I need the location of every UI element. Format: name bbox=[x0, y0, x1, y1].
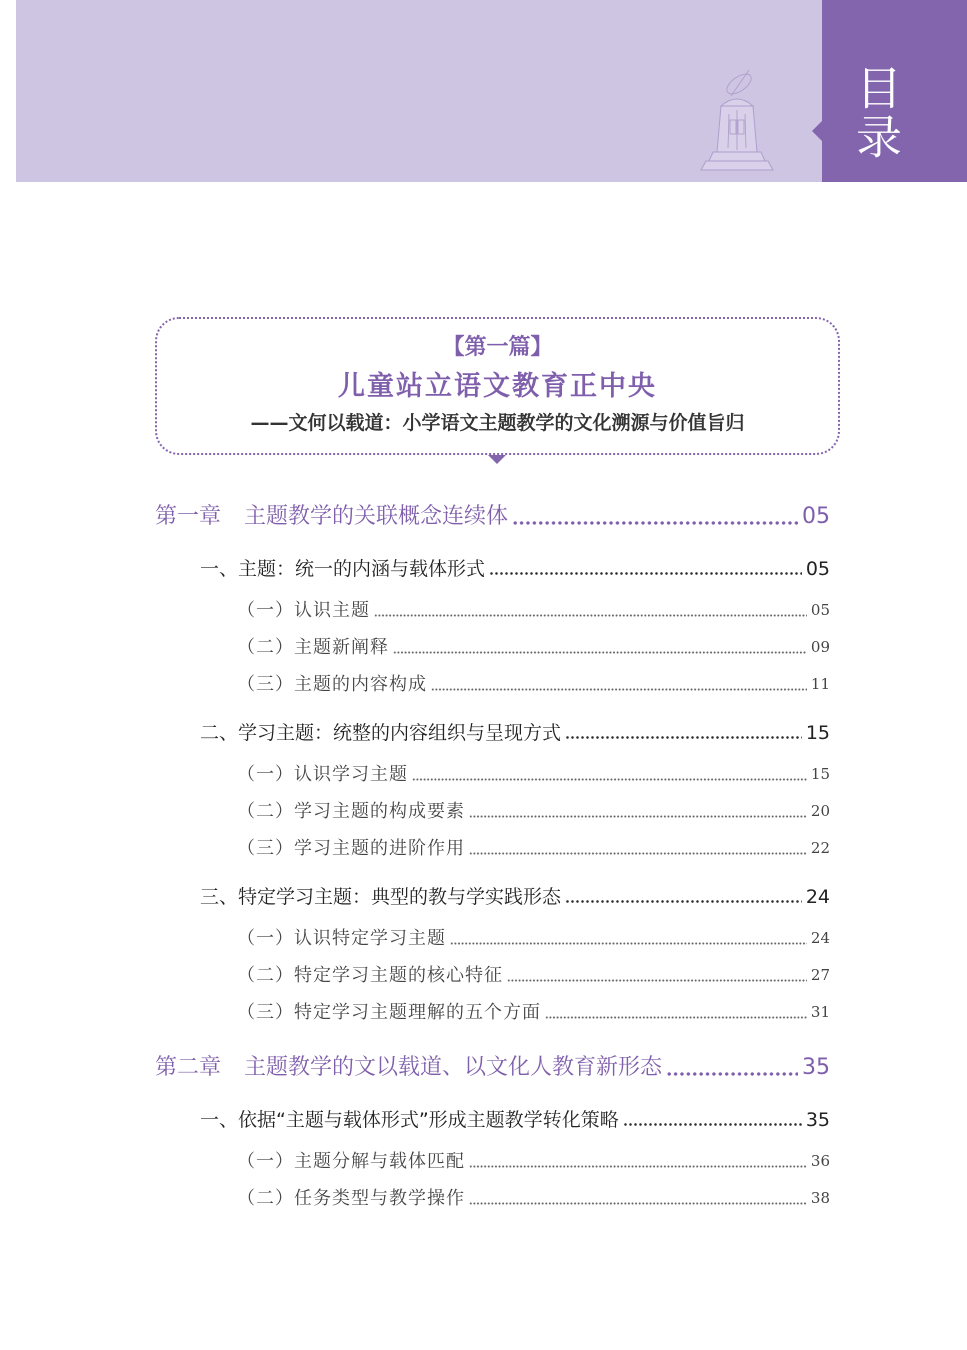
page-number: 27 bbox=[810, 966, 830, 984]
contents-title: 目录 bbox=[849, 64, 903, 162]
leader-dots bbox=[469, 1165, 807, 1168]
toc-subsection bbox=[237, 756, 830, 793]
toc-section bbox=[200, 1105, 830, 1135]
page-number: 35 bbox=[805, 1109, 830, 1131]
toc-subsection bbox=[237, 1180, 830, 1217]
chapter-title: 主题教学的文以载道、以文化人教育新形态 bbox=[244, 1055, 663, 1080]
chapter-title: 主题教学的关联概念连续体 bbox=[244, 504, 509, 529]
leader-dots bbox=[623, 1123, 802, 1126]
page-number: 05 bbox=[805, 558, 830, 580]
subsection-title: （二）学习主题的构成要素 bbox=[237, 801, 465, 822]
toc-subsection bbox=[237, 920, 830, 957]
page-number: 24 bbox=[810, 929, 830, 947]
page-number: 09 bbox=[810, 638, 830, 656]
page-number: 38 bbox=[810, 1189, 830, 1207]
leader-dots bbox=[666, 1072, 798, 1076]
subsection-title: （一）认识主题 bbox=[237, 600, 370, 621]
toc-subsection bbox=[237, 666, 830, 703]
leader-dots bbox=[450, 942, 807, 945]
leader-dots bbox=[565, 900, 802, 903]
leader-dots bbox=[431, 688, 807, 691]
leader-dots bbox=[469, 1202, 807, 1205]
subsection-title: （二）任务类型与教学操作 bbox=[237, 1188, 465, 1209]
toc-section bbox=[200, 554, 830, 584]
page-number: 15 bbox=[805, 722, 830, 744]
subsection-title: （二）主题新阐释 bbox=[237, 637, 389, 658]
leader-dots bbox=[374, 614, 807, 617]
subsection-title: （二）特定学习主题的核心特征 bbox=[237, 965, 503, 986]
section-title: 一、主题：统一的内涵与载体形式 bbox=[200, 558, 486, 580]
chapter-label: 第二章 bbox=[155, 1055, 222, 1080]
page-number: 05 bbox=[810, 601, 830, 619]
toc-subsection bbox=[237, 957, 830, 994]
chapter-label: 第一章 bbox=[155, 504, 222, 529]
leader-dots bbox=[545, 1016, 807, 1019]
toc-subsection bbox=[237, 629, 830, 666]
monument-illustration bbox=[697, 64, 777, 174]
pointer-down-icon bbox=[488, 455, 506, 464]
page-number: 20 bbox=[810, 802, 830, 820]
leader-dots bbox=[507, 979, 807, 982]
leader-dots bbox=[469, 815, 807, 818]
part-label: 【第一篇】 bbox=[442, 335, 553, 360]
subsection-title: （三）学习主题的进阶作用 bbox=[237, 838, 465, 859]
page-number: 35 bbox=[802, 1055, 830, 1080]
section-title: 三、特定学习主题：典型的教与学实践形态 bbox=[200, 886, 562, 908]
toc-subsection bbox=[237, 592, 830, 629]
page-number: 11 bbox=[810, 675, 830, 693]
toc-subsection bbox=[237, 793, 830, 830]
page-number: 31 bbox=[810, 1003, 830, 1021]
table-of-contents bbox=[155, 502, 830, 1217]
section-title: 二、学习主题：统整的内容组织与呈现方式 bbox=[200, 722, 562, 744]
subsection-title: （一）主题分解与载体匹配 bbox=[237, 1151, 465, 1172]
toc-section bbox=[200, 882, 830, 912]
toc-subsection bbox=[237, 830, 830, 867]
toc-section bbox=[200, 718, 830, 748]
page-number: 05 bbox=[802, 504, 830, 529]
page-number: 36 bbox=[810, 1152, 830, 1170]
subsection-title: （一）认识学习主题 bbox=[237, 764, 408, 785]
leader-dots bbox=[512, 521, 798, 525]
toc-subsection bbox=[237, 1143, 830, 1180]
tab-arrow-icon bbox=[812, 121, 822, 141]
leader-dots bbox=[469, 852, 807, 855]
subsection-title: （三）特定学习主题理解的五个方面 bbox=[237, 1002, 541, 1023]
part-heading-box bbox=[155, 317, 840, 455]
toc-chapter bbox=[155, 502, 830, 532]
part-title: 儿童站立语文教育正中央 bbox=[338, 371, 657, 402]
page-number: 15 bbox=[810, 765, 830, 783]
toc-chapter bbox=[155, 1053, 830, 1083]
toc-subsection bbox=[237, 994, 830, 1031]
section-title: 一、依据“主题与载体形式”形成主题教学转化策略 bbox=[200, 1109, 619, 1131]
subsection-title: （三）主题的内容构成 bbox=[237, 674, 427, 695]
page-number: 24 bbox=[805, 886, 830, 908]
leader-dots bbox=[565, 736, 802, 739]
leader-dots bbox=[393, 651, 807, 654]
leader-dots bbox=[412, 778, 807, 781]
page-number: 22 bbox=[810, 839, 830, 857]
subsection-title: （一）认识特定学习主题 bbox=[237, 928, 446, 949]
part-subtitle: ——文何以载道：小学语文主题教学的文化溯源与价值旨归 bbox=[250, 412, 745, 434]
leader-dots bbox=[489, 572, 802, 575]
